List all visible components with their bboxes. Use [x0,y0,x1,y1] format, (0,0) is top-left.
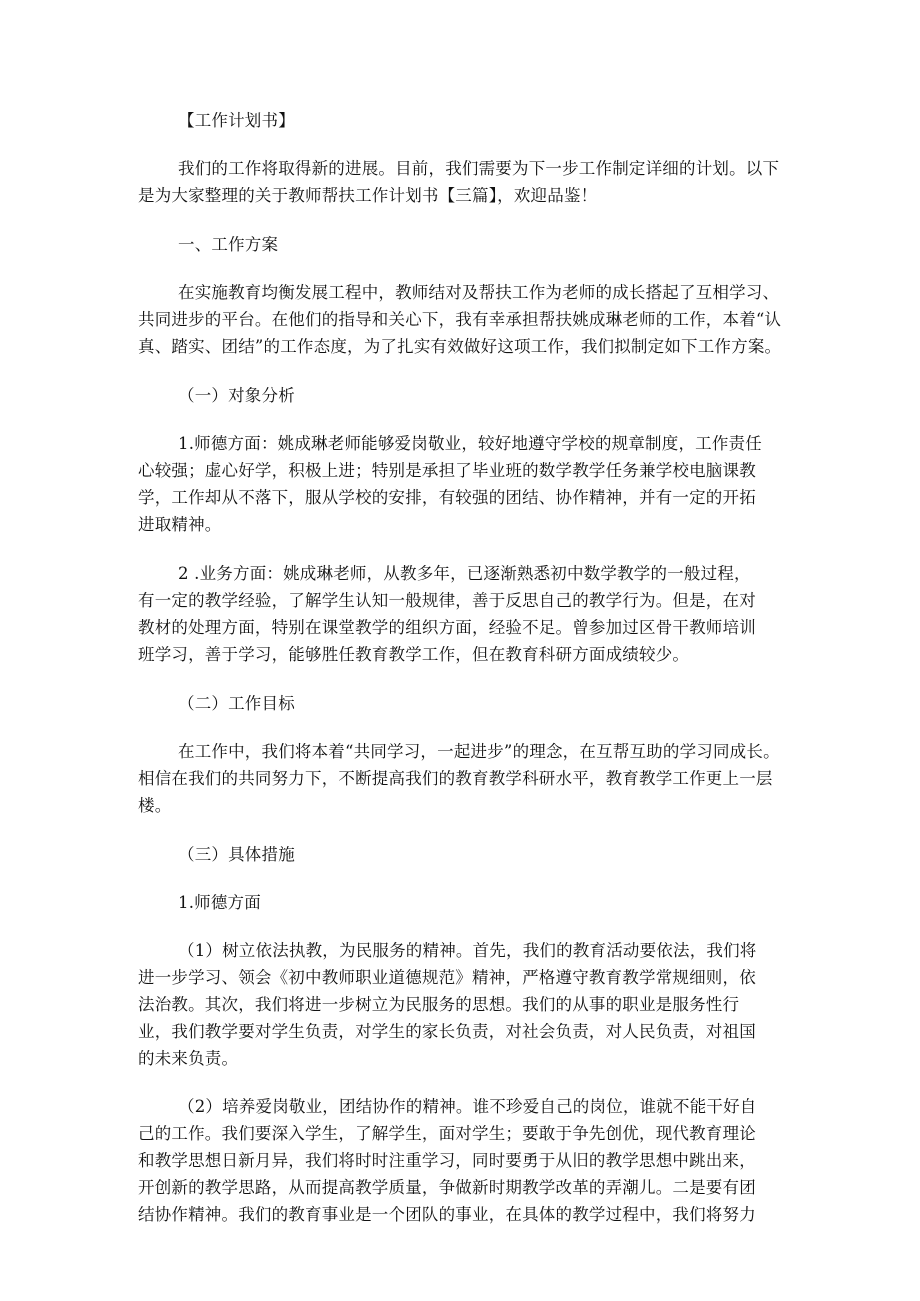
paragraph-line: 心较强；虚心好学，积极上进；特别是承担了毕业班的数学教学任务兼学校电脑课教 [138,461,756,480]
doc-heading: 【工作计划书】 [178,111,295,130]
paragraph-line: 己的工作。我们要深入学生，了解学生，面对学生；要敢于争先创优，现代教育理论 [138,1124,756,1143]
paragraph-line: 进取精神。 [138,515,222,534]
paragraph-line: 2 .业务方面：姚成琳老师，从教多年，已逐渐熟悉初中数学教学的一般过程， [178,564,751,583]
subsection-title: （一）对象分析 [178,386,295,405]
paragraph-line: 的未来负责。 [138,1049,239,1068]
paragraph-line: 教材的处理方面，特别在课堂教学的组织方面，经验不足。曾参加过区骨干教师培训 [138,618,756,637]
subsection-title: （二）工作目标 [178,694,295,713]
paragraph-line: 共同进步的平台。在他们的指导和关心下，我有幸承担帮扶姚成琳老师的工作，本着“认 [138,310,782,329]
paragraph-line: 和教学思想日新月异，我们将时时注重学习，同时要勇于从旧的教学思想中跳出来， [138,1151,756,1170]
paragraph-line: 相信在我们的共同努力下，不断提高我们的教育教学科研水平，教育教学工作更上一层 [138,769,773,788]
paragraph-line: 真、踏实、团结”的工作态度，为了扎实有效做好这项工作，我们拟制定如下工作方案。 [138,337,782,356]
section-title: 一、工作方案 [178,235,279,254]
paragraph-line: 有一定的教学经验，了解学生认知一般规律，善于反思自己的教学行为。但是，在对 [138,591,756,610]
paragraph-line: 1.师德方面：姚成琳老师能够爱岗敬业，较好地遵守学校的规章制度，工作责任 [178,434,762,453]
paragraph-line: （1）树立依法执教，为民服务的精神。首先，我们的教育活动要依法，我们将 [178,941,757,960]
paragraph-line: （2）培养爱岗敬业，团结协作的精神。谁不珍爱自己的岗位，谁就不能干好自 [178,1097,757,1116]
paragraph-line: 在工作中，我们将本着“共同学习，一起进步”的理念，在互帮互助的学习同成长。 [178,742,780,761]
paragraph-line: 班学习，善于学习，能够胜任教育教学工作，但在教育科研方面成绩较少。 [138,645,690,664]
intro-line: 是为大家整理的关于教师帮扶工作计划书【三篇】，欢迎品鉴！ [138,186,598,205]
paragraph-line: 楼。 [138,796,172,815]
paragraph-line: 法治教。其次，我们将进一步树立为民服务的思想。我们的从事的职业是服务性行 [138,995,740,1014]
paragraph-line: 开创新的教学思路，从而提高教学质量，争做新时期教学改革的弄潮儿。二是要有团 [138,1178,756,1197]
subsection-title: （三）具体措施 [178,845,295,864]
paragraph-line: 结协作精神。我们的教育事业是一个团队的事业，在具体的教学过程中，我们将努力 [138,1205,756,1224]
paragraph-line: 业，我们教学要对学生负责，对学生的家长负责，对社会负责，对人民负责，对祖国 [138,1022,756,1041]
measure-title: 1.师德方面 [178,893,261,912]
paragraph-line: 在实施教育均衡发展工程中，教师结对及帮扶工作为老师的成长搭起了互相学习、 [178,283,780,302]
paragraph-line: 学，工作却从不落下，服从学校的安排，有较强的团结、协作精神，并有一定的开拓 [138,488,756,507]
paragraph-line: 进一步学习、领会《初中教师职业道德规范》精神，严格遵守教育教学常规细则，依 [138,968,756,987]
intro-line: 我们的工作将取得新的进展。目前，我们需要为下一步工作制定详细的计划。以下 [178,159,780,178]
